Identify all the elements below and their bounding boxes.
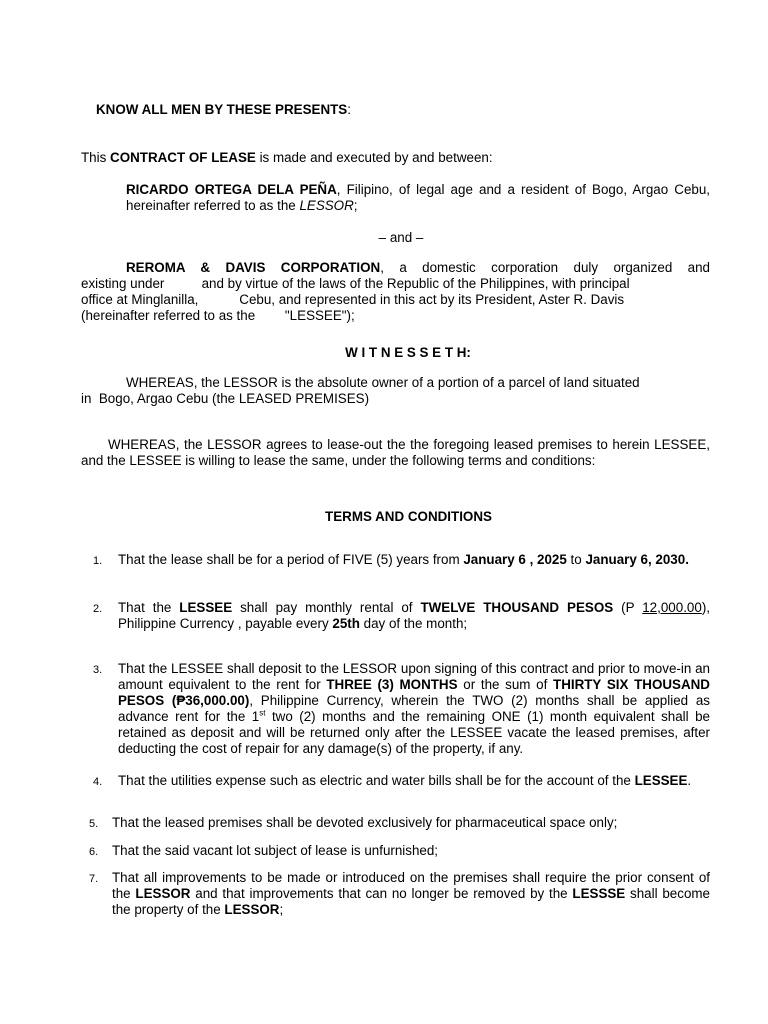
witnesseth-heading: W I T N E S S E T H: [345, 345, 471, 360]
lessor-party-paragraph: RICARDO ORTEGA DELA PEÑA, Filipino, of legal age and a resident of Bogo, Argao Cebu, hereinafter referred to as the LESSOR; [126, 182, 711, 213]
lessee-line-3: office at Minglanilla, Cebu, and represented in this act by its President, Aster R. Davis [81, 292, 625, 307]
lessee-line-4: (hereinafter referred to as the "LESSEE"); [81, 308, 355, 323]
whereas-1-paragraph [81, 375, 711, 407]
term-4-number: 4. [93, 776, 103, 788]
terms-title: TERMS AND CONDITIONS [325, 509, 492, 524]
lessee-line-1: REROMA & DAVIS CORPORATION, a domestic corporation duly organized and [126, 260, 710, 275]
document-heading: KNOW ALL MEN BY THESE PRESENTS: [96, 102, 351, 117]
whereas-2-paragraph: WHEREAS, the LESSOR agrees to lease-out the the foregoing leased premises to herein LESSEE, and the LESSEE is willing to lease the same, under the following terms and conditions: [81, 437, 710, 468]
term-3-number: 3. [93, 664, 103, 676]
intro-paragraph: This CONTRACT OF LEASE is made and executed by and between: [81, 150, 493, 165]
term-7-number: 7. [89, 873, 99, 885]
whereas-1-line-1: WHEREAS, the LESSOR is the absolute owner of a portion of a parcel of land situated [126, 375, 640, 390]
term-2-text: That the LESSEE shall pay monthly rental of TWELVE THOUSAND PESOS (P 12,000.00), Philippine Currency , payable every 25th day of the month; [118, 600, 710, 631]
lessee-party-paragraph [81, 260, 710, 324]
term-7-text: That all improvements to be made or introduced on the premises shall require the prior consent of the LESSOR and that improvements that can no longer be removed by the LESSSE shall become the property of the LESSOR; [112, 870, 710, 917]
and-separator: – and – [378, 230, 424, 245]
term-2-number: 2. [93, 603, 103, 615]
term-5-number: 5. [89, 818, 99, 830]
term-6-number: 6. [89, 846, 99, 858]
term-4-text: That the utilities expense such as electric and water bills shall be for the account of the LESSEE. [118, 773, 692, 788]
lessee-line-2: existing under and by virtue of the laws of the Republic of the Philippines, with principal [81, 276, 630, 291]
term-6-text: That the said vacant lot subject of lease is unfurnished; [112, 843, 439, 858]
term-1-text: That the lease shall be for a period of FIVE (5) years from January 6 , 2025 to January 6, 2030. [118, 552, 689, 567]
term-1-number: 1. [93, 555, 103, 567]
term-3-text: That the LESSEE shall deposit to the LESSOR upon signing of this contract and prior to move-in an amount equivalent to the rent for THREE (3) MONTHS or the sum of THIRTY SIX THOUSAND PESOS (₱36,000.00), Philippine Currency, wherein the TWO (2) months shall be applied as advance rent for the 1st two (2) months and the remaining ONE (1) month equivalent shall be retained as deposit and will be returned only after the LESSEE vacate the leased premises, after deducting the cost of repair for any damage(s) of the property, if any. [118, 661, 710, 756]
whereas-1-line-2: in Bogo, Argao Cebu (the LEASED PREMISES) [81, 391, 370, 406]
term-5-text: That the leased premises shall be devoted exclusively for pharmaceutical space only; [112, 815, 618, 830]
